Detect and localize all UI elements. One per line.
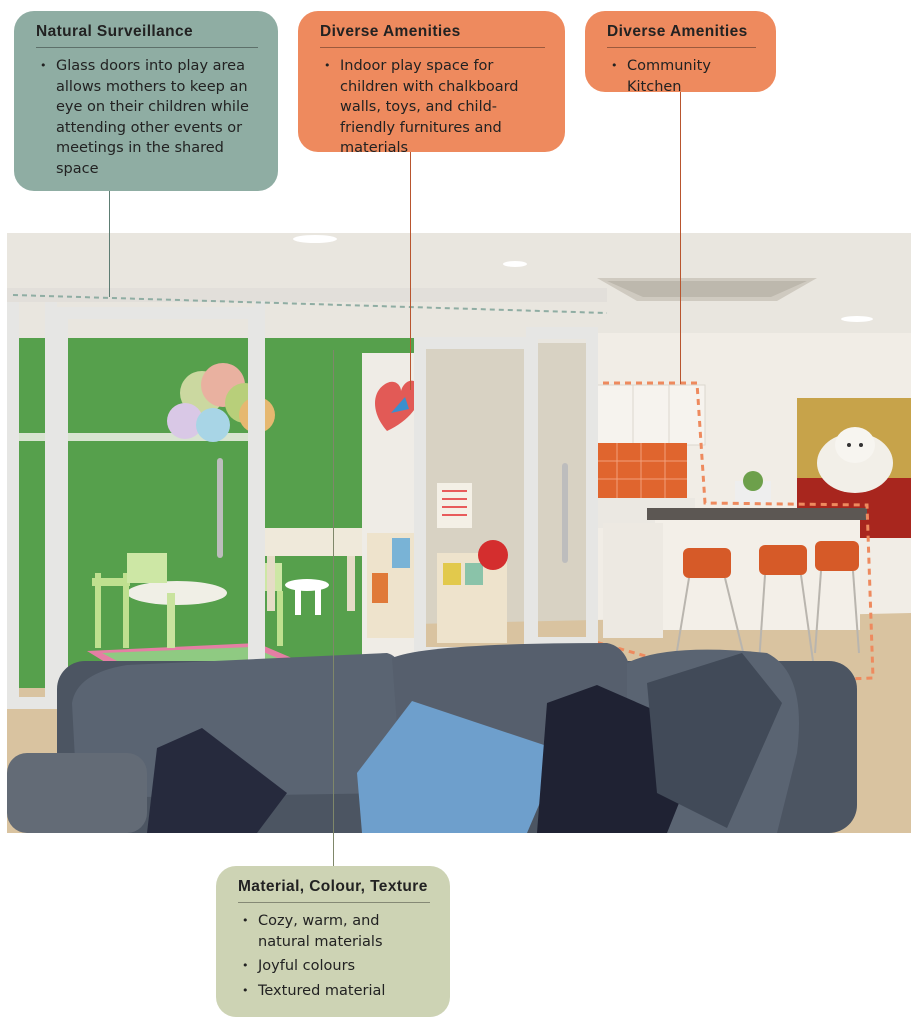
callout-title: Diverse Amenities <box>320 23 545 48</box>
callout-list <box>36 56 258 179</box>
natural-surveillance-callout <box>14 11 278 191</box>
lounge-photo <box>7 233 911 833</box>
kitchen-leader-line <box>680 92 681 384</box>
surveillance-leader-line <box>109 191 110 297</box>
callout-item: • Textured material <box>258 981 430 1002</box>
indoor-play-amenities-callout <box>298 11 565 156</box>
indoor-play-leader-line <box>410 152 411 390</box>
callout-item: • Glass doors into play area allows mothers to keep an eye on their children while attending other events or meetings in the shared space <box>56 56 258 179</box>
callout-list <box>320 56 545 159</box>
callout-item: • Cozy, warm, and natural materials <box>258 911 430 952</box>
callout-title: Natural Surveillance <box>36 23 258 48</box>
material-leader-line <box>333 350 334 866</box>
callout-list <box>238 911 430 1001</box>
callout-title: Material, Colour, Texture <box>238 878 430 903</box>
callout-item: • Community Kitchen <box>627 56 756 97</box>
callout-item: • Indoor play space for children with chalkboard walls, toys, and child-friendly furnitures and materials <box>340 56 545 159</box>
callout-item: • Joyful colours <box>258 956 430 977</box>
lounge-illustration <box>7 233 911 833</box>
callout-title: Diverse Amenities <box>607 23 756 48</box>
material-colour-texture-callout <box>216 866 450 1017</box>
callout-list <box>607 56 756 97</box>
kitchen-amenities-callout <box>585 11 776 95</box>
